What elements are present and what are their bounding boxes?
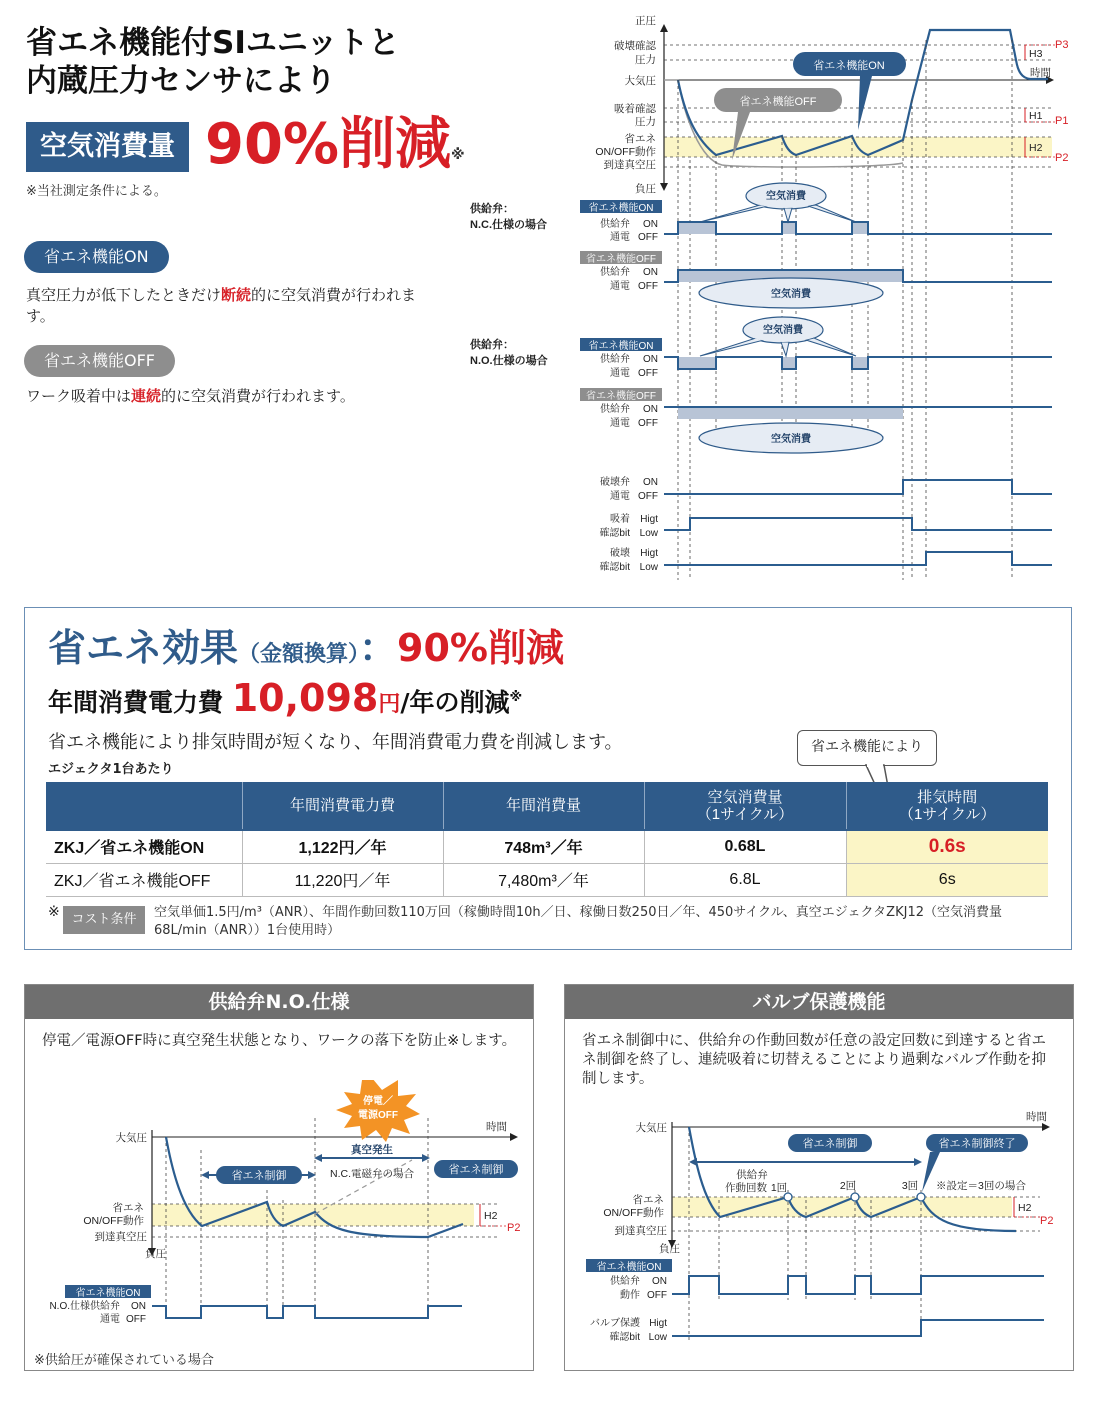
vp-n1: 1回 (770, 1182, 788, 1194)
supply-no-label-1: 供給弁： (470, 339, 514, 351)
break-valve-energize: 通電 (610, 491, 630, 502)
nc-on-on: ON (643, 219, 658, 230)
adsorb-bit-low: Low (639, 528, 658, 539)
break-confirm-label-1: 破壊確認 (614, 40, 656, 52)
table-cell: 6.8L (644, 863, 846, 896)
table-cell: 0.68L (644, 830, 846, 863)
supply-no-label-2: N.O.仕様の場合 (470, 355, 548, 367)
axis-arrow-up (660, 24, 668, 32)
eco-label-2: ON/OFF動作 (595, 146, 656, 158)
nos-eco-ctrl2: 省エネ制御 (448, 1164, 504, 1176)
vp-eco-ctrl: 省エネ制御 (802, 1138, 858, 1150)
eco-on-pill: 省エネ機能ON (24, 241, 169, 273)
nos-h2: H2 (484, 1210, 498, 1222)
nc-on-valve: 供給弁 (600, 219, 630, 230)
bubble-eco-off-text: 省エネ機能OFF (739, 96, 817, 108)
nc-on-cloud (700, 183, 856, 222)
nos-energize: 通電 (100, 1314, 120, 1325)
break-bit-low: Low (639, 562, 658, 573)
cost-table (46, 782, 1048, 897)
table-cell: 748m³／年 (443, 830, 644, 863)
no-spec-chart (26, 1080, 532, 1340)
no-spec-text: 停電／電源OFF時に真空発生状態となり、ワークの落下を防止※します。 (42, 1033, 517, 1049)
nos-eco-3: 到達真空圧 (94, 1231, 147, 1243)
vp-n3: 3回 (901, 1180, 919, 1192)
vp-tag-on-text: 省エネ機能ON (596, 1262, 662, 1273)
no-on-energize: 通電 (610, 368, 630, 379)
nc-off-valve: 供給弁 (600, 267, 630, 278)
vp-p2: P2 (1040, 1215, 1054, 1227)
header-line: 空気消費量 (707, 788, 783, 806)
table-cell: ZKJ／省エネ機能OFF (46, 863, 242, 896)
effect-subtitle (48, 678, 522, 725)
eco-on-description (26, 285, 426, 327)
header-line: 排気時間 (917, 788, 978, 806)
eco-off-description (26, 386, 426, 407)
break-valve-off: OFF (638, 491, 658, 502)
nos-vac-gen: 真空発生 (351, 1144, 393, 1156)
table-row (46, 863, 1048, 896)
off-desc-post: 的に空気消費が行われます。 (161, 387, 355, 405)
effect-sub-c: 円 (378, 692, 401, 717)
break-valve-signal (664, 480, 1052, 494)
reduction-headline (205, 110, 465, 180)
nos-nc-case: N.C.電磁弁の場合 (330, 1168, 414, 1180)
callout-box: 省エネ機能により (797, 730, 937, 766)
vp-action: 動作 (620, 1290, 640, 1301)
nc-on-tag-text: 省エネ機能ON (588, 203, 654, 214)
svg-text:空気消費: 空気消費 (771, 289, 811, 300)
no-off-valve: 供給弁 (600, 404, 630, 415)
vp-h2: H2 (1018, 1202, 1032, 1214)
table-cell: 0.6s (846, 830, 1048, 863)
no-on-valve: 供給弁 (600, 354, 630, 365)
vp-bit-high: Higt (649, 1318, 667, 1329)
off-desc-emph: 連続 (131, 387, 162, 405)
nos-eco-ctrl: 省エネ制御 (231, 1170, 287, 1182)
headline (26, 24, 446, 100)
p3-label: P3 (1055, 39, 1069, 51)
bubble-eco-on-text: 省エネ機能ON (813, 60, 885, 72)
vp-eco-end: 省エネ制御終了 (938, 1138, 1016, 1150)
air-consumption-badge: 空気消費量 (26, 122, 189, 172)
off-desc-pre: ワーク吸着中は (26, 387, 132, 405)
table-cell: 7,480m³／年 (443, 863, 644, 896)
effect-title-b: （金額換算） (238, 642, 360, 667)
on-desc-post: 的に空気消費が行われます。 (26, 286, 417, 325)
break-bit-high: Higt (640, 548, 658, 559)
supply-nc-label-2: N.C.仕様の場合 (470, 219, 547, 231)
nos-eco-1: 省エネ (112, 1202, 144, 1214)
vp-supply-signal (672, 1276, 1044, 1294)
nos-neg: 負圧 (145, 1248, 166, 1260)
table-row (46, 830, 1048, 863)
vp-time: 時間 (1026, 1111, 1047, 1123)
nos-signal (152, 1306, 462, 1318)
no-spec-note: ※供給圧が確保されている場合 (34, 1353, 214, 1368)
effect-sub-d: /年の削減 (400, 688, 510, 717)
break-bit-label-1: 破壊 (610, 548, 630, 559)
time-label: 時間 (1030, 67, 1051, 79)
no-spec-title: 供給弁N.O.仕様 (25, 985, 533, 1019)
burst-line-2: 電源OFF (358, 1110, 398, 1121)
timing-chart (460, 10, 1096, 590)
no-off-off: OFF (638, 418, 658, 429)
neg-pressure-label: 負圧 (635, 183, 656, 195)
vp-supply: 供給弁 (610, 1276, 640, 1287)
pos-pressure-label: 正圧 (635, 15, 656, 27)
vp-bit-label-1: バルブ保護 (590, 1318, 640, 1329)
nos-off: OFF (126, 1314, 146, 1325)
adsorb-bit-high: Higt (640, 514, 658, 525)
on-desc-emph: 断続 (221, 286, 252, 304)
nos-valve: N.O.仕様供給弁 (49, 1301, 120, 1312)
p2-label: P2 (1055, 152, 1069, 164)
nc-on-off: OFF (638, 232, 658, 243)
no-off-on: ON (643, 404, 658, 415)
vp-eco-2: ON/OFF動作 (603, 1207, 664, 1219)
vp-neg: 負圧 (659, 1243, 680, 1255)
h1-label: H1 (1029, 110, 1043, 122)
axis-arrow-down (660, 183, 668, 191)
valve-protect-text: 省エネ制御中に、供給弁の作動回数が任意の設定回数に到達すると省エネ制御を終了し、連続吸着に切替えることにより過剰なバルブ作動を抑制します。 (582, 1033, 1046, 1087)
effect-title (48, 620, 564, 683)
no-off-tag-text: 省エネ機能OFF (586, 391, 656, 402)
adsorb-bit-label-2: 確認bit (599, 528, 630, 539)
headline-line2: 内蔵圧力センサにより (26, 63, 336, 99)
header-line: （1サイクル） (898, 805, 996, 823)
h3-label: H3 (1029, 48, 1043, 60)
cost-mark: ※ (48, 904, 60, 920)
vp-eco-3: 到達真空圧 (614, 1225, 667, 1237)
no-off-cloud (699, 423, 883, 453)
adsorb-bit-signal (664, 518, 1052, 530)
effect-title-d: 90%削減 (397, 626, 565, 670)
vp-setting: ※設定＝3回の場合 (936, 1180, 1026, 1192)
effect-sub-mark: ※ (509, 690, 523, 705)
vp-bit-low: Low (648, 1332, 667, 1343)
effect-sub-a: 年間消費電力費 (48, 688, 224, 717)
adsorb-bit-label-1: 吸着 (610, 514, 630, 525)
eco-label-3: 到達真空圧 (603, 159, 656, 171)
effect-description: 省エネ機能により排気時間が短くなり、年間消費電力費を削減します。 (48, 732, 623, 753)
header-cell (846, 782, 1048, 830)
nos-time: 時間 (486, 1121, 507, 1133)
cost-text: 空気単価1.5円/m³（ANR）、年間作動回数110万回（稼働時間10h／日、稼働日数250日／年、450サイクル、真空エジェクタZKJ12（空気消費量68L/min（ANR））1台使用時） (154, 905, 1002, 938)
break-bit-label-2: 確認bit (599, 562, 630, 573)
nc-on-energize: 通電 (610, 232, 630, 243)
table-cell: 11,220円／年 (242, 863, 443, 896)
measure-note: ※当社測定条件による。 (26, 184, 167, 199)
h2-label: H2 (1029, 142, 1043, 154)
break-bit-signal (664, 552, 1052, 565)
vp-eco-1: 省エネ (632, 1194, 664, 1206)
svg-text:空気消費: 空気消費 (763, 325, 803, 336)
effect-unit: エジェクタ1台あたり (48, 762, 174, 777)
nos-eco-2: ON/OFF動作 (83, 1215, 144, 1227)
table-cell: ZKJ／省エネ機能ON (46, 830, 242, 863)
break-valve-on: ON (643, 477, 658, 488)
vp-bit-label-2: 確認bit (609, 1332, 640, 1343)
nos-tag-on-text: 省エネ機能ON (75, 1288, 141, 1299)
burst-line-1: 停電／ (363, 1096, 393, 1107)
no-off-energize: 通電 (610, 418, 630, 429)
effect-title-c: ： (359, 626, 398, 670)
headline-line1: 省エネ機能付SIユニットと (26, 25, 400, 61)
eco-off-pill: 省エネ機能OFF (24, 345, 175, 377)
vp-atmos: 大気圧 (635, 1122, 667, 1134)
nc-off-tag-text: 省エネ機能OFF (586, 254, 656, 265)
vp-count-1: 供給弁 (736, 1169, 768, 1181)
nc-off-cloud (699, 278, 883, 308)
vp-on: ON (652, 1276, 667, 1287)
vp-count-2: 作動回数 (725, 1182, 767, 1194)
valve-protect-chart (566, 1100, 1072, 1360)
nos-on: ON (131, 1301, 146, 1312)
svg-text:空気消費: 空気消費 (766, 191, 806, 202)
cost-table-header (46, 782, 1048, 830)
eco-label-1: 省エネ (624, 133, 656, 145)
table-cell: 6s (846, 863, 1048, 896)
cost-tag: コスト条件 (63, 906, 145, 934)
no-on-off: OFF (638, 368, 658, 379)
header-cell (644, 782, 846, 830)
svg-text:空気消費: 空気消費 (771, 434, 811, 445)
table-cell: 1,122円／年 (242, 830, 443, 863)
header-cell: 年間消費量 (443, 782, 644, 830)
vp-bit-signal (672, 1320, 1044, 1336)
adsorb-confirm-label-1: 吸着確認 (614, 103, 656, 115)
no-on-cloud (700, 317, 856, 356)
nc-off-energize: 通電 (610, 281, 630, 292)
header-cell (46, 782, 242, 830)
vp-n2: 2回 (839, 1180, 857, 1192)
reduction-mark: ※ (451, 147, 465, 163)
header-cell: 年間消費電力費 (242, 782, 443, 830)
effect-title-a: 省エネ効果 (48, 626, 239, 670)
break-valve-label: 破壊弁 (600, 477, 630, 488)
nc-off-on: ON (643, 267, 658, 278)
no-on-on: ON (643, 354, 658, 365)
on-desc-pre: 真空圧力が低下したときだけ (26, 286, 222, 304)
effect-sub-b: 10,098 (231, 676, 379, 720)
vp-off: OFF (647, 1290, 667, 1301)
supply-nc-label-1: 供給弁： (470, 203, 514, 215)
nos-p2: P2 (507, 1222, 521, 1234)
atmos-label: 大気圧 (624, 75, 656, 87)
p1-label: P1 (1055, 115, 1069, 127)
reduction-value: 90%削減 (205, 112, 452, 177)
valve-protect-title: バルブ保護機能 (565, 985, 1073, 1019)
adsorb-confirm-label-2: 圧力 (635, 116, 656, 128)
nos-atmos: 大気圧 (115, 1132, 147, 1144)
break-confirm-label-2: 圧力 (635, 54, 656, 66)
header-line: （1サイクル） (696, 805, 794, 823)
no-on-tag-text: 省エネ機能ON (588, 341, 654, 352)
nc-off-off: OFF (638, 281, 658, 292)
